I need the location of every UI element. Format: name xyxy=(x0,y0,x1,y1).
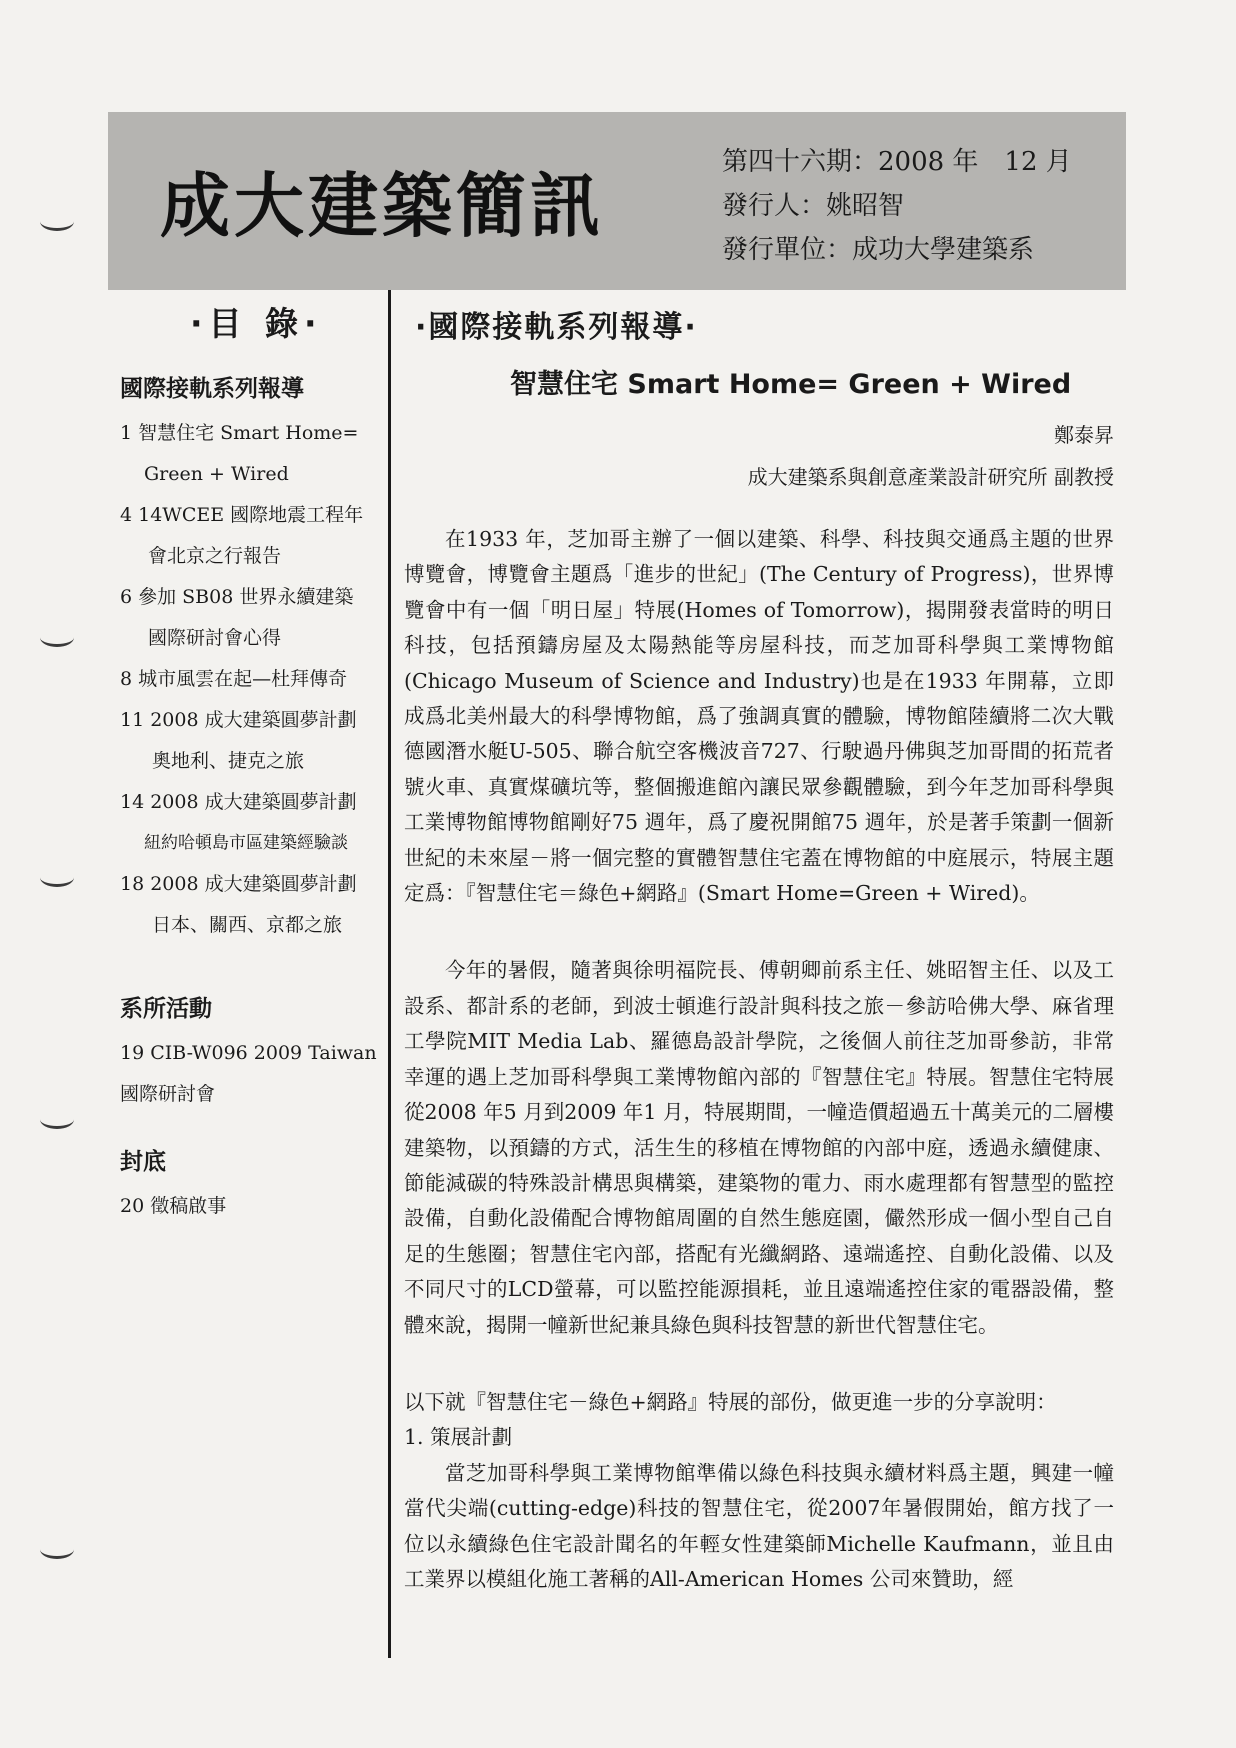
toc-line[interactable]: 4 14WCEE 國際地震工程年 xyxy=(120,504,364,526)
issue-number: 第四十六期：2008 年 12 月 xyxy=(722,147,1072,177)
paragraph: 今年的暑假，隨著與徐明福院長、傅朝卿前系主任、姚昭智主任、以及工設系、都計系的老師，到波士頓進行設計與科技之旅－參訪哈佛大學、麻省理工學院MIT Media Lab、羅德島設計學院，之後個人前往芝加哥參訪，非常幸運的遇上芝加哥科學與工業博物館內部的『智慧住宅』特展。智慧住宅特展從2008 年5 月到2009 年1 月，特展期間，一幢造價超過五十萬美元的二層樓建築物，以預鑄的方式，活生生的移植在博物館的內部中庭，透過永續健康、節能減碳的特殊設計構思與構築，建築物的電力、雨水處理都有智慧型的監控設備，自動化設備配合博物館周圍的自然生態庭園，儼然形成一個小型自己自足的生態圈；智慧住宅內部，搭配有光纖網路、遠端遙控、自動化設備、以及不同尺寸的LCD螢幕，可以監控能源損耗，並且遠端遙控住家的電器設備，整體來說，揭開一幢新世紀兼具綠色與科技智慧的新世代智慧住宅。 xyxy=(404,958,1114,1337)
toc-line[interactable]: 紐約哈頓島市區建築經驗談 xyxy=(144,833,348,853)
article-body xyxy=(404,522,1114,1597)
toc-section-heading: 封底 xyxy=(120,1149,166,1175)
toc-line[interactable]: 18 2008 成大建築圓夢計劃 xyxy=(120,873,357,895)
toc-section xyxy=(120,370,382,946)
toc-section-heading: 系所活動 xyxy=(120,996,212,1022)
toc-line[interactable]: 奧地利、捷克之旅 xyxy=(152,750,305,772)
paragraph: 在1933 年，芝加哥主辦了一個以建築、科學、科技與交通爲主題的世界博覽會，博覽會主題爲「進步的世紀」(The Century of Progress)，世界博覽會中有一個「明日屋」特展(Homes of Tomorrow)，揭開發表當時的明日科技，包括預鑄房屋及太陽熱能等房屋科技，而芝加哥科學與工業博物館(Chicago Museum of Science and Industry)也是在1933 年開幕，立即成爲北美州最大的科學博物館，爲了強調真實的體驗，博物館陸續將二次大戰德國潛水艇U-505、聯合航空客機波音727、行駛過丹佛與芝加哥間的拓荒者號火車、真實煤礦坑等，整個搬進館內讓民眾參觀體驗，到今年芝加哥科學與工業博物館博物館剛好75 週年，爲了慶祝開館75 週年，於是著手策劃一個新世紀的未來屋－將一個完整的實體智慧住宅蓋在博物館的中庭展示，特展主題定爲：『智慧住宅＝綠色+網路』(Smart Home=Green + Wired)。 xyxy=(404,527,1114,906)
toc-section xyxy=(120,1143,382,1227)
toc-line[interactable]: 20 徵稿啟事 xyxy=(120,1195,227,1217)
toc-section-heading: 國際接軌系列報導 xyxy=(120,376,304,402)
publishing-unit: 發行單位：成功大學建築系 xyxy=(722,235,1035,265)
toc-title: ·目 錄· xyxy=(190,304,323,343)
toc-line[interactable]: 14 2008 成大建築圓夢計劃 xyxy=(120,791,357,813)
punch-hole xyxy=(40,1540,74,1559)
toc-line[interactable]: 會北京之行報告 xyxy=(148,545,282,567)
author-block xyxy=(748,414,1114,498)
toc-line[interactable]: 8 城市風雲在起—杜拜傳奇 xyxy=(120,668,348,690)
article-title: 智慧住宅 Smart Home= Green + Wired xyxy=(510,369,1072,400)
toc-line[interactable]: Green + Wired xyxy=(144,463,289,485)
toc-line[interactable]: 6 參加 SB08 世界永續建築 xyxy=(120,586,354,608)
table-of-contents xyxy=(120,370,382,1227)
author-affiliation: 成大建築系與創意產業設計研究所 副教授 xyxy=(747,465,1114,489)
punch-hole xyxy=(40,868,74,887)
issue-info xyxy=(722,140,1072,272)
column-divider xyxy=(388,290,391,1658)
toc-line[interactable]: 國際研討會 xyxy=(120,1083,216,1105)
publisher: 發行人：姚昭智 xyxy=(722,191,905,221)
toc-line[interactable]: 日本、關西、京都之旅 xyxy=(152,914,343,936)
toc-line[interactable]: 11 2008 成大建築圓夢計劃 xyxy=(120,709,357,731)
toc-line[interactable]: 1 智慧住宅 Smart Home= xyxy=(120,422,359,444)
punch-hole xyxy=(40,628,74,647)
toc-section xyxy=(120,990,382,1115)
toc-line[interactable]: 國際研討會心得 xyxy=(148,627,282,649)
paragraph: 以下就『智慧住宅－綠色+網路』特展的部份，做更進一步的分享說明： xyxy=(404,1389,1057,1414)
series-title: ·國際接軌系列報導· xyxy=(415,310,698,345)
punch-hole xyxy=(40,212,74,231)
author-name: 鄭泰昇 xyxy=(1054,423,1114,447)
section-heading: 1. 策展計劃 xyxy=(404,1425,513,1450)
newsletter-masthead: 成大建築簡訊 xyxy=(160,165,604,247)
paragraph: 當芝加哥科學與工業博物館準備以綠色科技與永續材料爲主題，興建一幢當代尖端(cutting-edge)科技的智慧住宅，從2007年暑假開始，館方找了一位以永續綠色住宅設計聞名的年輕女性建築師Michelle Kaufmann，並且由工業界以模組化施工著稱的All-American Homes 公司來贊助，經 xyxy=(404,1460,1114,1591)
punch-hole xyxy=(40,1110,74,1129)
toc-line[interactable]: 19 CIB-W096 2009 Taiwan xyxy=(120,1042,377,1064)
